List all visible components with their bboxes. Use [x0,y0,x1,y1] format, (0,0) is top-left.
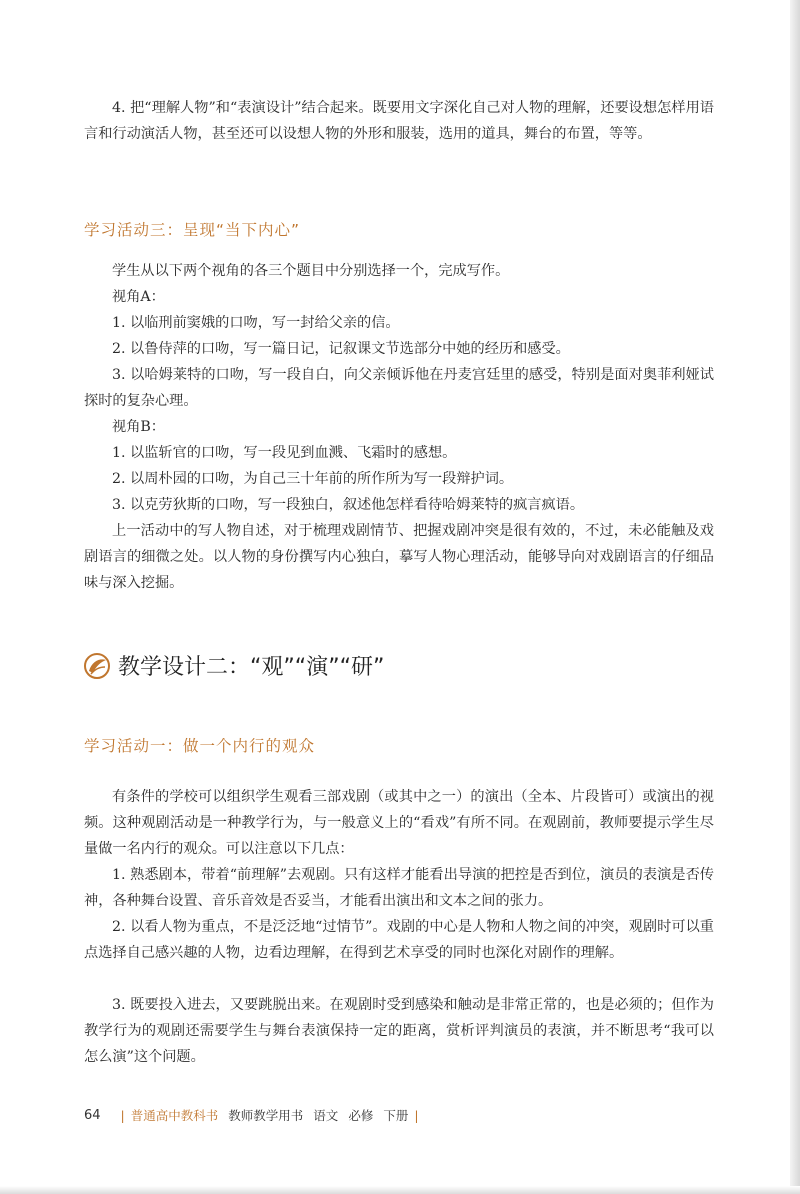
footer-series: 普通高中教科书 [130,1108,219,1123]
footer-subject: 语文 [313,1108,339,1123]
design-2-heading [82,650,384,681]
activity-1-point-1: 1. 熟悉剧本，带着“前理解”去观剧。只有这样才能看出导演的把控是否到位，演员的表演是否传神，各种舞台设置、音乐音效是否妥当，才能看出演出和文本之间的张力。 [84,867,714,909]
paragraph-point-4: 4. 把“理解人物”和“表演设计”结合起来。既要用文字深化自己对人物的理解，还要设想怎样用语言和行动演活人物，甚至还可以设想人物的外形和服装，选用的道具，舞台的布置，等等。 [84,100,714,142]
design-2-title: 教学设计二：“观”“演”“研” [118,655,385,680]
view-a-label: 视角A： [112,289,165,305]
activity-1-point-2: 2. 以看人物为重点，不是泛泛地“过情节”。戏剧的中心是人物和人物之间的冲突，观剧时可以重点选择自己感兴趣的人物，边看边理解，在得到艺术享受的同时也深化对剧作的理解。 [84,919,714,961]
activity-3-summary: 上一活动中的写人物自述，对于梳理戏剧情节、把握戏剧冲突是很有效的，不过，未必能触及戏剧语言的细微之处。以人物的身份撰写内心独白，摹写人物心理活动，能够导向对戏剧语言的仔细品味与深入挖掘。 [84,523,714,591]
view-b-item-2: 2. 以周朴园的口吻，为自己三十年前的所作所为写一段辩护词。 [112,471,514,487]
footer-book: 教师教学用书 [228,1108,304,1123]
scan-bottom-shadow [0,1186,800,1194]
scan-edge-shadow [790,0,800,1194]
activity-3-intro: 学生从以下两个视角的各三个题目中分别选择一个，完成写作。 [112,263,510,279]
activity-3-heading: 学习活动三：呈现“当下内心” [84,221,301,239]
activity-1-point-3: 3. 既要投入进去，又要跳脱出来。在观剧时受到感染和触动是非常正常的，也是必须的；但作为教学行为的观剧还需要学生与舞台表演保持一定的距离，赏析评判演员的表演，并不断思考“我可以怎么演”这个问题。 [84,997,714,1065]
view-a-item-3: 3. 以哈姆莱特的口吻，写一段自白，向父亲倾诉他在丹麦宫廷里的感受，特别是面对奥菲利娅试探时的复杂心理。 [84,367,714,409]
view-b-item-3: 3. 以克劳狄斯的口吻，写一段独白，叙述他怎样看待哈姆莱特的疯言疯语。 [112,497,585,513]
footer-level: 必修 [348,1108,374,1123]
leaf-swirl-icon [82,651,112,681]
view-b-label: 视角B： [112,419,165,435]
page-footer [84,1106,425,1124]
footer-divider-end: | [414,1107,419,1123]
activity-1-intro: 有条件的学校可以组织学生观看三部戏剧（或其中之一）的演出（全本、片段皆可）或演出的视频。这种观剧活动是一种教学行为，与一般意义上的“看戏”有所不同。在观剧前，教师要提示学生尽量做一名内行的观众。可以注意以下几点： [84,789,714,857]
view-b-item-1: 1. 以监斩官的口吻，写一段见到血溅、飞霜时的感想。 [112,445,457,461]
view-a-item-1: 1. 以临刑前窦娥的口吻，写一封给父亲的信。 [112,315,400,331]
footer-divider: | [120,1107,125,1123]
activity-1-heading: 学习活动一：做一个内行的观众 [84,737,316,755]
footer-volume: 下册 [383,1108,409,1123]
page-number: 64 [84,1107,101,1123]
view-a-item-2: 2. 以鲁侍萍的口吻，写一篇日记，记叙课文节选部分中她的经历和感受。 [112,341,570,357]
